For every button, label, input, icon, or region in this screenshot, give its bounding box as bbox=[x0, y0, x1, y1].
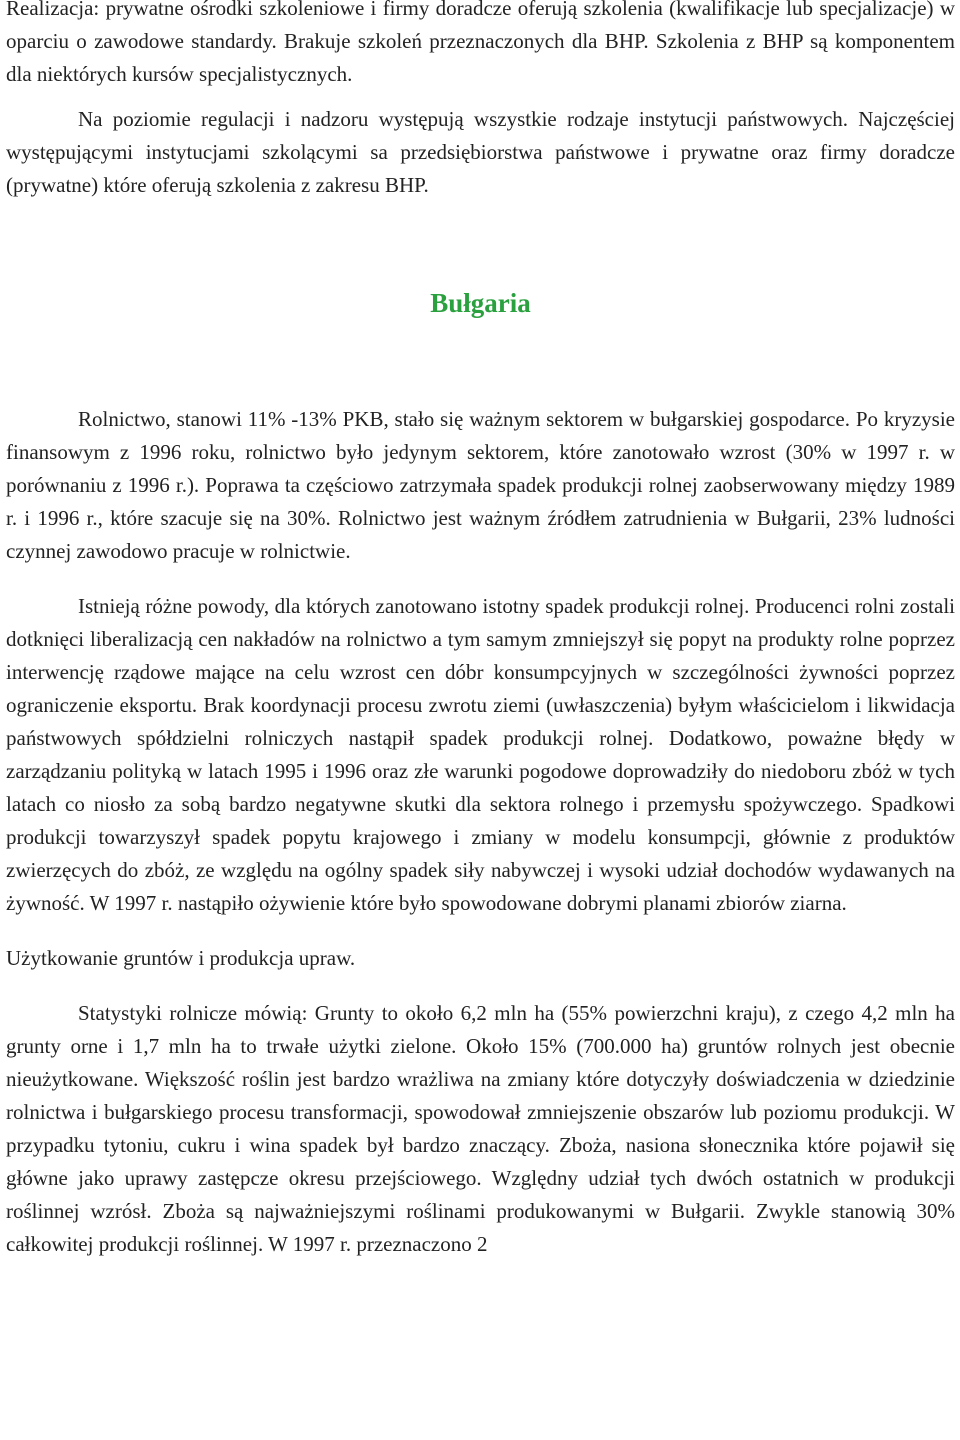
document-page bbox=[6, 0, 955, 1261]
paragraph-production-decline: Istnieją różne powody, dla których zanotowano istotny spadek produkcji rolnej. Producenci rolni zostali dotknięci liberalizacją cen nakładów na rolnictwo a tym samym zmniejszył się popyt na produkty rolne poprzez interwencję rządowe mające na celu wzrost cen dóbr konsumpcyjnych w szczególności żywności poprzez ograniczenie eksportu. Brak koordynacji procesu zwrotu ziemi (uwłaszczenia) byłym właścicielom i likwidacja państwowych spółdzielni rolniczych nastąpił spadek produkcji rolnej. Dodatkowo, poważne błędy w zarządzaniu polityką w latach 1995 i 1996 oraz złe warunki pogodowe doprowadziły do niedoboru zbóż w tych latach co niosło za sobą bardzo negatywne skutki dla sektora rolnego i przemysłu spożywczego. Spadkowi produkcji towarzyszył spadek popytu krajowego i zmiany w modelu konsumpcji, głównie z produktów zwierzęcych do zbóż, ze względu na ogólny spadek siły nabywczej i wysoki udział dochodów wydawanych na żywność. W 1997 r. nastąpiło ożywienie które było spowodowane dobrymi planami zbiorów ziarna. bbox=[6, 594, 955, 915]
paragraph-regulation-institutions: Na poziomie regulacji i nadzoru występują wszystkie rodzaje instytucji państwowych. Najczęściej występującymi instytucjami szkolącymi sa przedsiębiorstwa państwowe i prywatne oraz firmy doradcze (prywatne) które oferują szkolenia z zakresu BHP. bbox=[6, 107, 955, 197]
subheading-land-use: Użytkowanie gruntów i produkcja upraw. bbox=[6, 946, 356, 970]
paragraph-training-realization: Realizacja: prywatne ośrodki szkoleniowe i firmy doradcze oferują szkolenia (kwalifikacje lub specjalizacje) w oparciu o zawodowe standardy. Brakuje szkoleń przeznaczonych dla BHP. Szkolenia z BHP są komponentem dla niektórych kursów specjalistycznych. bbox=[6, 0, 955, 86]
section-heading-bulgaria: Bułgaria bbox=[430, 288, 531, 318]
paragraph-agricultural-statistics: Statystyki rolnicze mówią: Grunty to około 6,2 mln ha (55% powierzchni kraju), z czego 4,2 mln ha grunty orne i 1,7 mln ha to trwałe użytki zielone. Około 15% (700.000 ha) gruntów rolnych jest obecnie nieużytkowane. Większość roślin jest bardzo wrażliwa na zmiany które dotyczyły doświadczenia w dziedzinie rolnictwa i bułgarskiego procesu transformacji, spowodował zmniejszenie obszarów lub poziomu produkcji. W przypadku tytoniu, cukru i wina spadek był bardzo znaczący. Zboża, nasiona słonecznika które pojawił się główne jako uprawy zastępcze okresu przejściowego. Względny udział tych dwóch ostatnich w produkcji roślinnej wzrósł. Zboża są najważniejszymi roślinami produkowanymi w Bułgarii. Zwykle stanowią 30% całkowitej produkcji roślinnej. W 1997 r. przeznaczono 2 bbox=[6, 1001, 955, 1256]
paragraph-agriculture-gdp: Rolnictwo, stanowi 11% -13% PKB, stało się ważnym sektorem w bułgarskiej gospodarce. Po kryzysie finansowym z 1996 roku, rolnictwo było jedynym sektorem, które zanotowało wzrost (30% w 1997 r. w porównaniu z 1996 r.). Poprawa ta częściowo zatrzymała spadek produkcji rolnej zaobserwowany między 1989 r. i 1996 r., które szacuje się na 30%. Rolnictwo jest ważnym źródłem zatrudnienia w Bułgarii, 23% ludności czynnej zawodowo pracuje w rolnictwie. bbox=[6, 407, 955, 563]
